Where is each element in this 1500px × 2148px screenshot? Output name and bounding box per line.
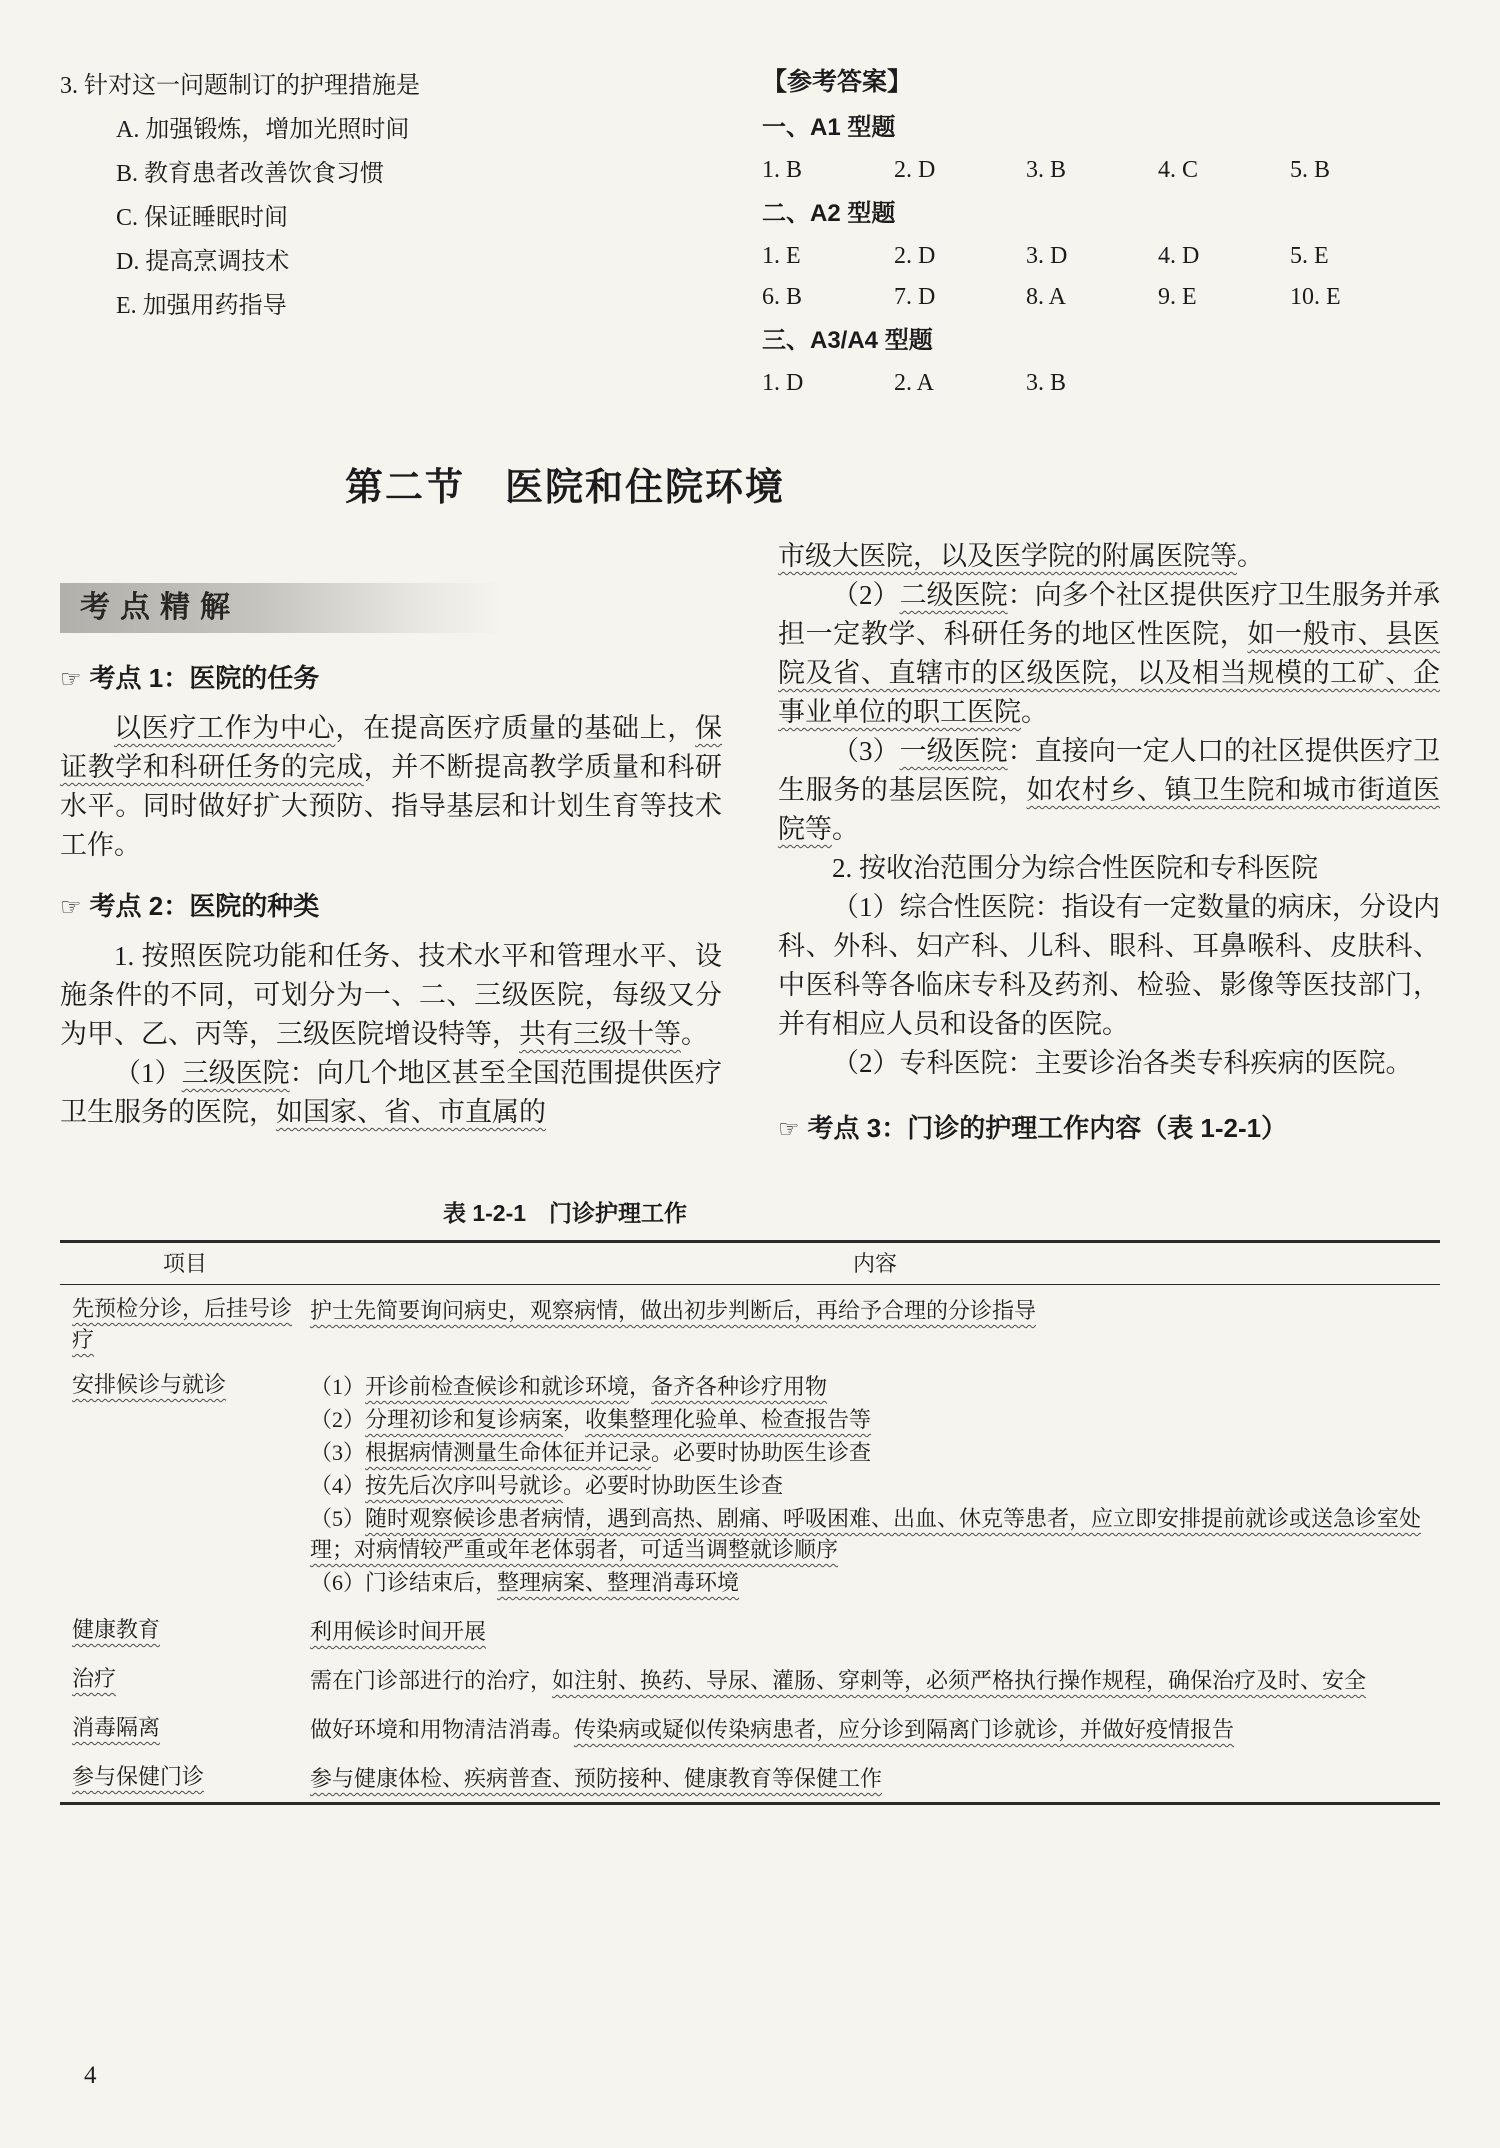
- table-content-line: （1）开诊前检查候诊和就诊环境，备齐各种诊疗用物: [310, 1374, 828, 1399]
- table-content-line: 利用候诊时间开展: [310, 1619, 487, 1644]
- question-option-b: B. 教育患者改善饮食习惯: [116, 161, 385, 187]
- answer-cell: 3. D: [1026, 243, 1068, 269]
- answer-cell: 2. D: [894, 157, 936, 183]
- topic-2-heading-label: 考点 2：医院的种类: [89, 891, 320, 921]
- table-content-line: （5）随时观察候诊患者病情，遇到高热、剧痛、呼吸困难、出血、休克等患者，应立即安排提前就诊或送急诊室处理；对病情较严重或年老体弱者，可适当调整就诊顺序: [310, 1506, 1422, 1562]
- table-content-line: （2）分理初诊和复诊病案，收集整理化验单、检查报告等: [310, 1407, 872, 1432]
- answers-group-a3a4-heading: 三、A3/A4 型题: [762, 327, 933, 354]
- answer-cell: 2. A: [894, 370, 935, 396]
- answer-cell: 2. D: [894, 243, 936, 269]
- answers-group-a1-heading: 一、A1 型题: [762, 114, 896, 141]
- paragraph: 1. 按照医院功能和任务、技术水平和管理水平、设施条件的不同，可划分为一、二、三级医院，每级又分为甲、乙、丙等，三级医院增设特等，共有三级十等。: [60, 941, 722, 1049]
- table-content-line: （6）门诊结束后，整理病案、整理消毒环境: [310, 1570, 740, 1595]
- paragraph: （3）一级医院：直接向一定人口的社区提供医疗卫生服务的基层医院，如农村乡、镇卫生院和城市街道医院等。: [778, 736, 1441, 844]
- topic-1-heading: [60, 659, 722, 699]
- table-caption: 表 1-2-1 门诊护理工作: [442, 1200, 688, 1226]
- table-content-cell: [310, 1712, 1440, 1747]
- topic-1-heading-label: 考点 1：医院的任务: [89, 663, 320, 693]
- paragraph: 2. 按收治范围分为综合性医院和专科医院: [832, 853, 1318, 883]
- question-option-a: A. 加强锻炼，增加光照时间: [116, 117, 410, 143]
- table-row: [60, 1655, 1440, 1704]
- answer-cell: 1. E: [762, 243, 801, 269]
- outpatient-nursing-table: [60, 1240, 1440, 1805]
- table-item-cell: 治疗: [72, 1666, 117, 1691]
- answer-cell: 4. C: [1158, 157, 1199, 183]
- table-content-line: （4）按先后次序叫号就诊。必要时协助医生诊查: [310, 1473, 784, 1498]
- page-number: 4: [84, 2062, 97, 2089]
- table-header-item: 项目: [162, 1251, 207, 1276]
- paragraph: 市级大医院，以及医学院的附属医院等。: [778, 541, 1264, 571]
- table-header-row: [60, 1243, 1440, 1285]
- topic-2-heading: [60, 887, 722, 927]
- question-option-e: E. 加强用药指导: [116, 293, 287, 319]
- answer-cell: 3. B: [1026, 370, 1067, 396]
- pointing-hand-icon: ☞: [60, 665, 82, 693]
- table-content-cell: [310, 1293, 1440, 1355]
- table-content-line: 做好环境和用物清洁消毒。传染病或疑似传染病患者，应分诊到隔离门诊就诊，并做好疫情报告: [310, 1717, 1235, 1742]
- paragraph: （2）专科医院：主要诊治各类专科疾病的医院。: [832, 1048, 1413, 1078]
- question-option-d: D. 提高烹调技术: [116, 249, 290, 275]
- question-option-c: C. 保证睡眠时间: [116, 205, 289, 231]
- answer-cell: 1. D: [762, 370, 804, 396]
- right-column: [778, 537, 1440, 1159]
- paragraph: （1）三级医院：向几个地区甚至全国范围提供医疗卫生服务的医院，如国家、省、市直属的: [60, 1058, 723, 1127]
- paragraph: （2）二级医院：向多个社区提供医疗卫生服务并承担一定教学、科研任务的地区性医院，如一般市、县医院及省、直辖市的区级医院，以及相当规模的工矿、企事业单位的职工医院。: [778, 580, 1441, 727]
- kaodian-jingjie-label: 考点精解: [80, 591, 240, 624]
- table-content-line: （3）根据病情测量生命体征并记录。必要时协助医生诊查: [310, 1440, 872, 1465]
- table-item-cell: 参与保健门诊: [72, 1764, 205, 1789]
- table-content-line: 参与健康体检、疾病普查、预防接种、健康教育等保健工作: [310, 1766, 883, 1791]
- answers-row: [762, 279, 1422, 315]
- answer-cell: 3. B: [1026, 157, 1067, 183]
- table-item-cell: 先预检分诊，后挂号诊疗: [72, 1296, 293, 1352]
- kaodian-jingjie-header: [60, 583, 502, 633]
- exercise-and-answers-section: [60, 64, 1440, 406]
- table-content-cell: [310, 1761, 1440, 1796]
- table-row: [60, 1606, 1440, 1655]
- pointing-hand-icon: ☞: [60, 893, 82, 921]
- table-row: [60, 1285, 1440, 1361]
- answer-cell: 5. B: [1290, 157, 1331, 183]
- table-row: [60, 1753, 1440, 1802]
- answer-cell: 9. E: [1158, 284, 1197, 310]
- answers-group-a2-heading: 二、A2 型题: [762, 200, 896, 227]
- pointing-hand-icon: ☞: [778, 1115, 800, 1143]
- left-column: [60, 537, 722, 1159]
- table-content-cell: [310, 1663, 1440, 1698]
- reference-answers: [762, 64, 1422, 406]
- answers-row: [762, 238, 1422, 274]
- paragraph: （1）综合性医院：指设有一定数量的病床，分设内科、外科、妇产科、儿科、眼科、耳鼻喉科、皮肤科、中医科等各临床专科及药剂、检验、影像等医技部门，并有相应人员和设备的医院。: [778, 892, 1440, 1039]
- table-content-line: 护士先简要询问病史，观察病情，做出初步判断后，再给予合理的分诊指导: [310, 1298, 1037, 1323]
- table-header-content: 内容: [852, 1251, 897, 1276]
- content-columns: [60, 537, 1440, 1159]
- table-content-cell: [310, 1614, 1440, 1649]
- answer-cell: 6. B: [762, 284, 803, 310]
- answer-cell: 1. B: [762, 157, 803, 183]
- table-row: [60, 1704, 1440, 1753]
- topic-3-heading-label: 考点 3：门诊的护理工作内容（表 1-2-1）: [807, 1113, 1288, 1143]
- table-item-cell: 健康教育: [72, 1617, 161, 1642]
- paragraph: 以医疗工作为中心，在提高医疗质量的基础上，保证教学和科研任务的完成，并不断提高教学质量和科研水平。同时做好扩大预防、指导基层和计划生育等技术工作。: [60, 713, 723, 860]
- answer-cell: 4. D: [1158, 243, 1200, 269]
- section-title: 第二节 医院和住院环境: [344, 467, 785, 509]
- exercise-question: [60, 64, 700, 406]
- table-content-line: 需在门诊部进行的治疗，如注射、换药、导尿、灌肠、穿刺等，必须严格执行操作规程，确保治疗及时、安全: [310, 1668, 1367, 1693]
- table-item-cell: 安排候诊与就诊: [72, 1372, 227, 1397]
- answer-cell: 5. E: [1290, 243, 1329, 269]
- answers-row: [762, 152, 1422, 188]
- table-item-cell: 消毒隔离: [72, 1715, 161, 1740]
- answer-cell: 7. D: [894, 284, 936, 310]
- answer-cell: 10. E: [1290, 284, 1341, 310]
- topic-3-heading: [778, 1109, 1440, 1149]
- table-row: [60, 1361, 1440, 1606]
- table-content-cell: [310, 1369, 1440, 1600]
- answers-title: 【参考答案】: [762, 68, 913, 96]
- answers-row: [762, 365, 1422, 401]
- question-stem: 3. 针对这一问题制订的护理措施是: [60, 73, 420, 99]
- answer-cell: 8. A: [1026, 284, 1067, 310]
